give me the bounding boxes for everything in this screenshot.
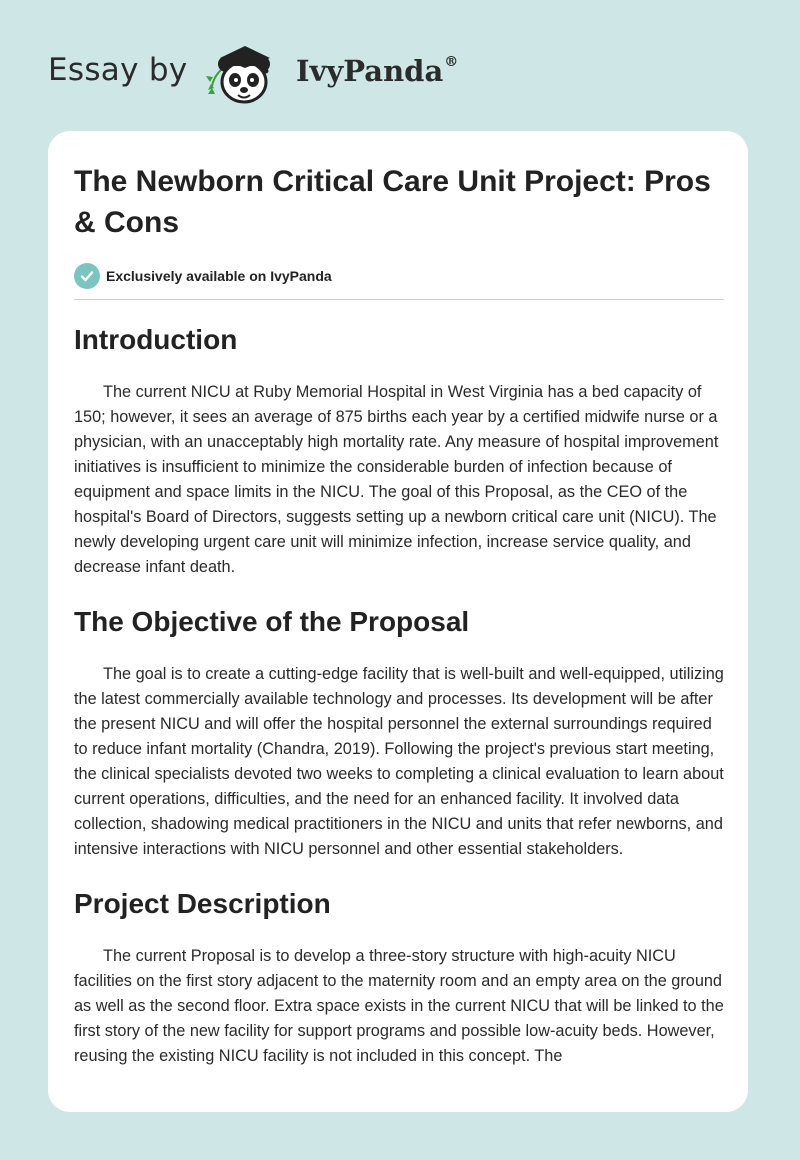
section-body-objective: The goal is to create a cutting-edge facility that is well-built and well-equipped, utilizing the latest commercially available technology and processes. Its development will be after the present NICU and will offer the hospital personnel the external surroundings required to reduce infant mortality (Chandra, 2019). Following the project's previous start meeting, the clinical specialists devoted two weeks to completing a clinical evaluation to learn about current operations, difficulties, and the need for an enhanced facility. It involved data collection, shadowing medical practitioners in the NICU and units that refer newborns, and intensive interactions with NICU personnel and other essential stakeholders.: [74, 665, 724, 858]
section-heading-objective: The Objective of the Proposal: [74, 606, 470, 637]
page-title: The Newborn Critical Care Unit Project: Pros & Cons: [74, 165, 711, 239]
site-header: [0, 0, 800, 130]
brand-name[interactable]: IvyPanda®: [296, 54, 459, 88]
essay-by-label: Essay by: [48, 52, 188, 88]
panda-graduation-cap-icon[interactable]: [200, 36, 290, 108]
exclusive-badge-text: Exclusively available on IvyPanda: [106, 268, 332, 284]
essay-card: [48, 131, 748, 1112]
title-divider: [74, 299, 724, 300]
exclusive-badge: [74, 263, 724, 289]
section-body-introduction: The current NICU at Ruby Memorial Hospital in West Virginia has a bed capacity of 150; however, it sees an average of 875 births each year by a certified midwife nurse or a physician, with an unacceptably high mortality rate. Any measure of hospital improvement initiatives is insufficient to minimize the considerable burden of infection because of equipment and space limits in the NICU. The goal of this Proposal, as the CEO of the hospital's Board of Directors, suggests setting up a newborn critical care unit (NICU). The newly developing urgent care unit will minimize infection, increase service quality, and decrease infant death.: [74, 383, 719, 576]
checkmark-icon: [74, 263, 100, 289]
registered-mark: ®: [444, 54, 459, 71]
section-body-project-description: The current Proposal is to develop a three-story structure with high-acuity NICU facilities on the first story adjacent to the maternity room and an empty area on the ground as well as the second floor. Extra space exists in the current NICU that will be linked to the first story of the new facility for support programs and possible low-acuity beds. However, reusing the existing NICU facility is not included in this concept. The: [74, 947, 724, 1065]
section-heading-project-description: Project Description: [74, 888, 331, 919]
section-heading-introduction: Introduction: [74, 324, 238, 355]
